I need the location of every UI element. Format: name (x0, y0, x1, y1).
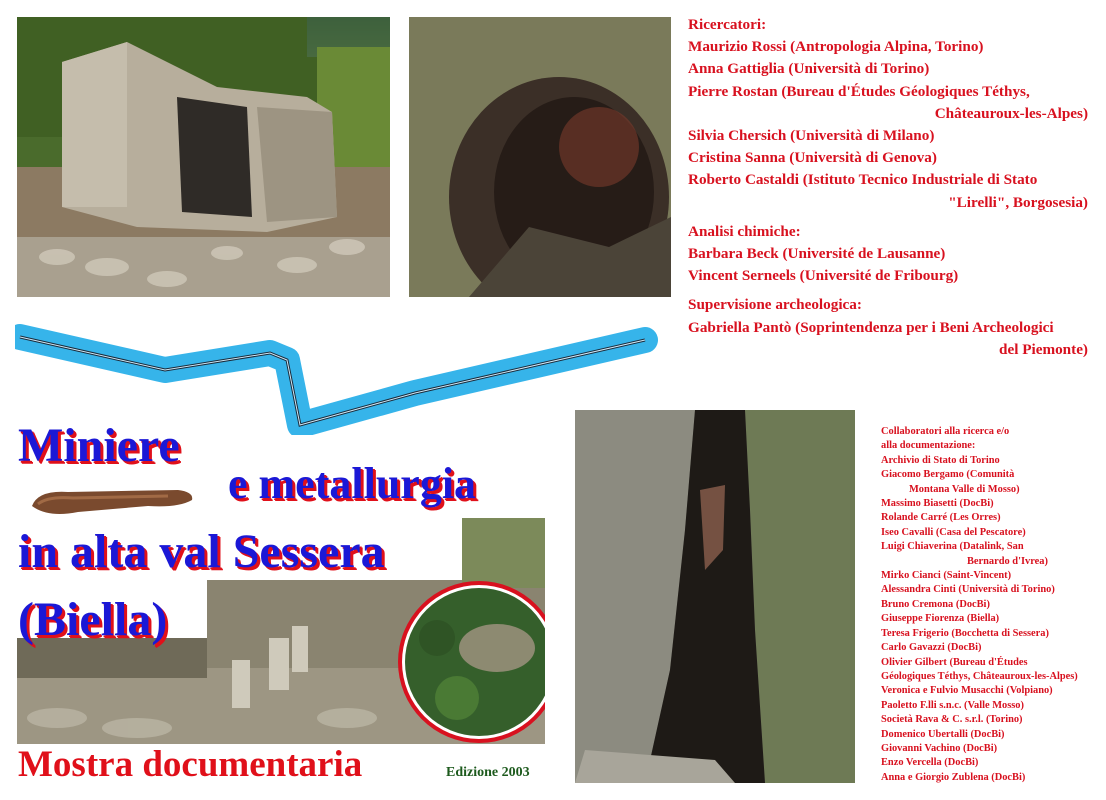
ricercatori-line: Pierre Rostan (Bureau d'Études Géologiques Téthys, (688, 82, 1030, 100)
collaboratore-line: Anna e Giorgio Zublena (DocBi) (881, 771, 1026, 783)
ricercatori-line: "Lirelli", Borgosesia) (948, 193, 1088, 211)
ricercatori-section (688, 14, 1100, 214)
mostra-documentaria-label: Mostra documentaria (18, 744, 363, 785)
collaboratori-heading: alla documentazione: (881, 440, 976, 452)
analisi-line: Barbara Beck (Université de Lausanne) (688, 245, 946, 263)
ricercatori-line: Anna Gattiglia (Università di Torino) (688, 60, 930, 78)
title-line-4: (Biella) (18, 593, 168, 646)
ricercatori-line: Cristina Sanna (Università di Genova) (688, 149, 937, 167)
collaboratore-line: Archivio di Stato di Torino (881, 454, 1000, 466)
photo-stone-ruin (17, 17, 390, 297)
collaboratore-line: Olivier Gilbert (Bureau d'Études (881, 656, 1028, 668)
collaboratore-line: Luigi Chiaverina (Datalink, San (881, 541, 1024, 553)
title-line-3: in alta val Sessera (18, 525, 385, 578)
collaboratore-line: Bruno Cremona (DocBi) (881, 598, 990, 610)
supervisione-line: del Piemonte) (999, 340, 1088, 358)
collaboratore-line: Montana Valle di Mosso) (909, 483, 1020, 495)
collaboratore-line: Carlo Gavazzi (DocBi) (881, 642, 982, 654)
collaboratore-line: Paoletto F.lli s.n.c. (Valle Mosso) (881, 699, 1024, 711)
title-line-2: e metallurgia (228, 459, 477, 508)
collaboratore-line: Iseo Cavalli (Casa del Pescatore) (881, 526, 1026, 538)
iron-artifact-image (28, 478, 196, 520)
analisi-section (688, 221, 1100, 288)
title-line-1: Miniere (18, 419, 180, 472)
collaboratore-line: Massimo Biasetti (DocBi) (881, 498, 994, 510)
collaboratore-line: Società Rava & C. s.r.l. (Torino) (881, 714, 1023, 726)
collaboratore-line: Giovanni Vachino (DocBi) (881, 742, 998, 754)
collaboratore-line: Enzo Vercella (DocBi) (881, 757, 979, 769)
supervisione-line: Gabriella Pantò (Soprintendenza per i Beni Archeologici (688, 318, 1054, 336)
ricercatori-line: Châteauroux-les-Alpes) (934, 104, 1088, 122)
ricercatori-heading: Ricercatori: (688, 16, 767, 33)
collaboratori-list (881, 425, 1103, 785)
supervisione-section (688, 294, 1100, 361)
collaboratore-line: Bernardo d'Ivrea) (967, 555, 1048, 567)
collaboratori-heading: Collaboratori alla ricerca e/o (881, 426, 1010, 437)
credits-block (688, 14, 1100, 368)
collaboratore-line: Mirko Cianci (Saint-Vincent) (881, 570, 1012, 582)
supervisione-heading: Supervisione archeologica: (688, 296, 862, 314)
ricercatori-line: Maurizio Rossi (Antropologia Alpina, Torino) (688, 38, 984, 56)
analisi-line: Vincent Serneels (Université de Fribourg) (688, 267, 959, 285)
tunnel-map (15, 315, 660, 435)
photo-rock-crevice (575, 410, 855, 783)
collaboratore-line: Géologiques Téthys, Châteauroux-les-Alpes) (881, 670, 1078, 682)
collaboratore-line: Alessandra Cinti (Università di Torino) (881, 584, 1055, 596)
collaboratore-line: Veronica e Fulvio Musacchi (Volpiano) (881, 685, 1053, 697)
analisi-heading: Analisi chimiche: (688, 222, 801, 240)
collaboratore-line: Domenico Ubertalli (DocBi) (881, 728, 1005, 740)
ricercatori-line: Roberto Castaldi (Istituto Tecnico Industriale di Stato (688, 171, 1038, 189)
collaboratore-line: Giacomo Bergamo (Comunità (881, 469, 1015, 481)
ricercatori-line: Silvia Chersich (Università di Milano) (688, 127, 935, 145)
photo-mine-entrance (409, 17, 671, 297)
edition-label: Edizione 2003 (446, 765, 530, 780)
collaboratore-line: Teresa Frigerio (Bocchetta di Sessera) (881, 627, 1049, 639)
collaboratore-line: Rolande Carré (Les Orres) (881, 512, 1001, 524)
collaboratore-line: Giuseppe Fiorenza (Biella) (881, 613, 1000, 625)
